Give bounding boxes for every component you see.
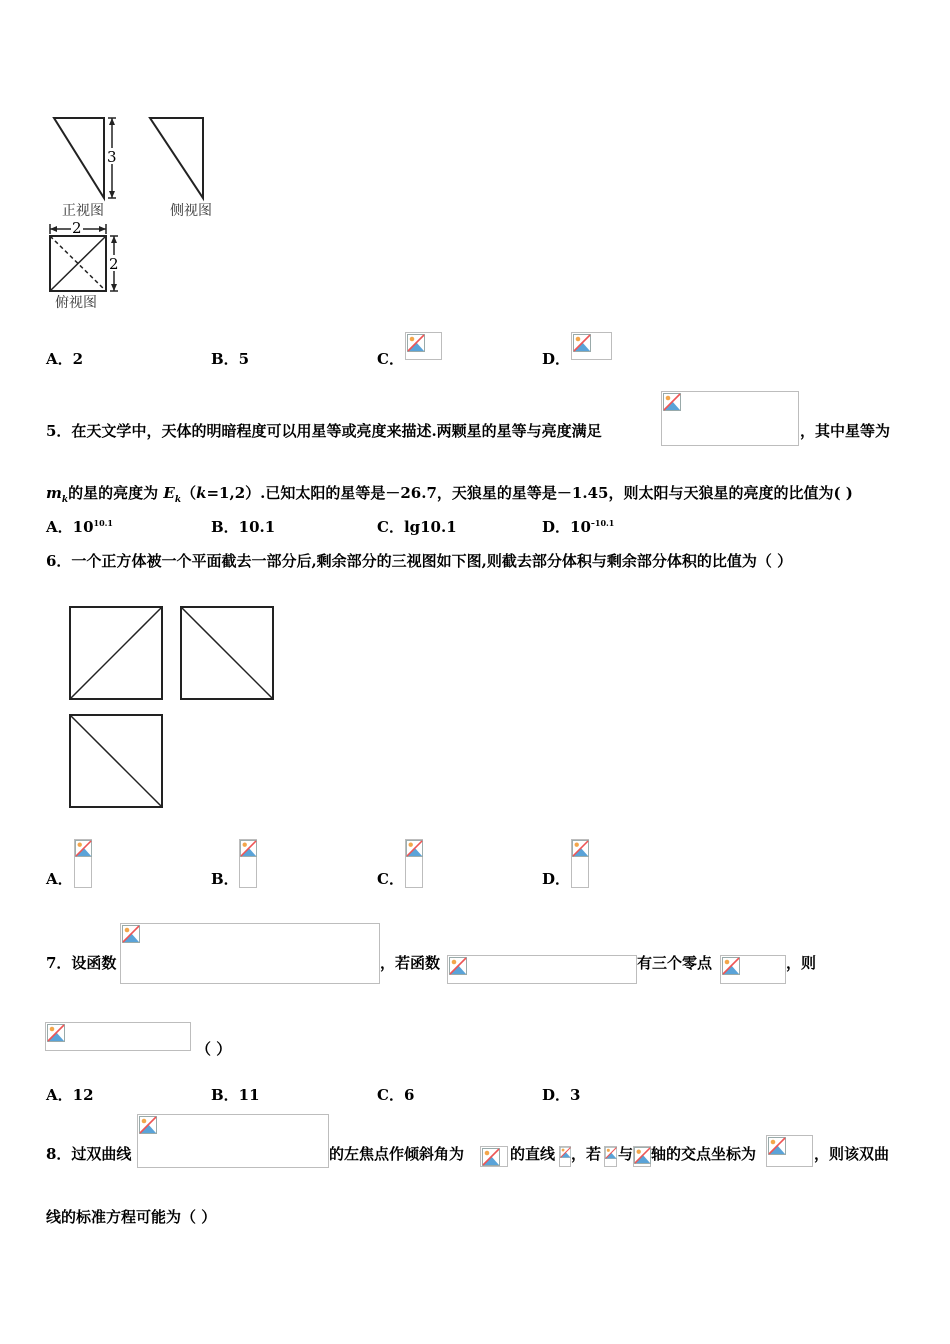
q8-text-5: 与 [618,1145,634,1163]
broken-image-icon [768,1137,786,1155]
q8-text-8: 线的标准方程可能为（ ） [46,1208,217,1226]
q8-hyperbola-image [137,1114,329,1168]
dim-width-label: 2 [72,219,82,237]
broken-image-icon [572,840,589,857]
broken-image-icon [122,925,140,943]
q7-function-image [120,923,380,984]
broken-image-icon [663,393,681,411]
broken-image-icon [560,1147,571,1158]
q5-text-1: 5．在天文学中，天体的明暗程度可以用星等或亮度来描述.两颗星的星等与亮度满足 [46,422,602,440]
broken-image-icon [605,1147,617,1159]
q4-option-d-image [571,332,612,360]
q8-text-7: ，则该双曲 [814,1145,890,1163]
q8-text-2: 的左焦点作倾斜角为 [329,1145,465,1163]
q7-text-5: （ ） [196,1040,232,1058]
broken-image-icon [634,1147,651,1164]
broken-image-icon [449,957,467,975]
q7-option-c: C．6 [377,1086,415,1104]
q6-option-b-image [239,839,257,888]
q5-line2-mid: 的星的亮度为 [68,484,159,502]
q5-E-symbol: E [163,484,175,502]
q7-text-3: 有三个零点 [637,954,713,972]
broken-image-icon [722,957,740,975]
front-view-label: 正视图 [62,203,104,219]
q6-option-c-image [405,839,423,888]
q5-line2-rest: =1,2）.已知太阳的星等是－26.7，天狼星的星等是－1.45，则太阳与天狼星的亮度的比值为( ) [206,484,853,502]
broken-image-icon [75,840,92,857]
q5-line-2 [46,482,853,505]
q8-text-3: 的直线 [510,1145,556,1163]
q7-option-d: D．3 [542,1086,581,1104]
q6-text: 6．一个正方体被一个平面截去一部分后,剩余部分的三视图如下图,则截去部分体积与剩余部分体积的比值为（ ） [46,552,793,570]
q7-text-4: ，则 [786,954,817,972]
q4-option-d: D． [542,350,571,368]
q6-three-view-figure [62,600,282,815]
q5-k-var: k [196,484,207,502]
q8-intersection-image [766,1135,813,1167]
q6-option-a: A． [46,870,73,888]
dim-height-label: 3 [107,148,117,166]
q5-text-2: ，其中星等为 [800,422,891,440]
q6-option-d: D． [542,870,571,888]
q7-option-a: A．12 [46,1086,94,1104]
q4-option-c: C． [377,350,404,368]
q5-option-c: C．lg10.1 [377,518,457,536]
side-view-label: 侧视图 [170,203,212,219]
q5-option-a: A．$10^{10.1}$ [46,518,113,536]
q5-option-d: D．$10^{-10.1}$ [542,518,615,536]
broken-image-icon [406,840,423,857]
q5-k-sub-1: k [61,495,69,505]
q5-paren-open: （ [181,484,197,502]
q7-zeros-image [720,955,786,984]
q8-axis-image [633,1146,651,1167]
q6-option-d-image [571,839,589,888]
q5-m-symbol: m [46,484,62,502]
q8-line-l-image [559,1146,571,1167]
q4-option-b: B．5 [211,350,250,368]
q6-option-c: C． [377,870,404,888]
q7-expression-image [45,1022,191,1051]
q5-formula-image [661,391,799,446]
q8-angle-image [480,1146,508,1167]
q7-function-g-image [447,955,637,984]
q7-text-1: 7．设函数 [46,954,117,972]
q6-option-a-image [74,839,92,888]
broken-image-icon [240,840,257,857]
q4-option-c-image [405,332,442,360]
q8-text-6: 轴的交点坐标为 [651,1145,757,1163]
q8-text-1: 8．过双曲线 [46,1145,132,1163]
broken-image-icon [47,1024,65,1042]
front-view-triangle [54,118,104,198]
q4-three-view-figure [40,110,240,315]
q8-text-4: ，若 [571,1145,602,1163]
q4-option-a: A．2 [46,350,84,368]
q7-text-2: ，若函数 [380,954,441,972]
dim-depth-label: 2 [109,255,119,273]
q5-option-b: B．10.1 [211,518,276,536]
broken-image-icon [139,1116,157,1134]
top-view-label: 俯视图 [55,295,97,311]
q5-k-sub-2: k [174,495,182,505]
q8-line-l-image-2 [604,1146,617,1167]
broken-image-icon [573,334,591,352]
side-view-triangle [150,118,203,198]
q7-option-b: B．11 [211,1086,260,1104]
q6-option-b: B． [211,870,239,888]
broken-image-icon [482,1148,500,1166]
broken-image-icon [407,334,425,352]
